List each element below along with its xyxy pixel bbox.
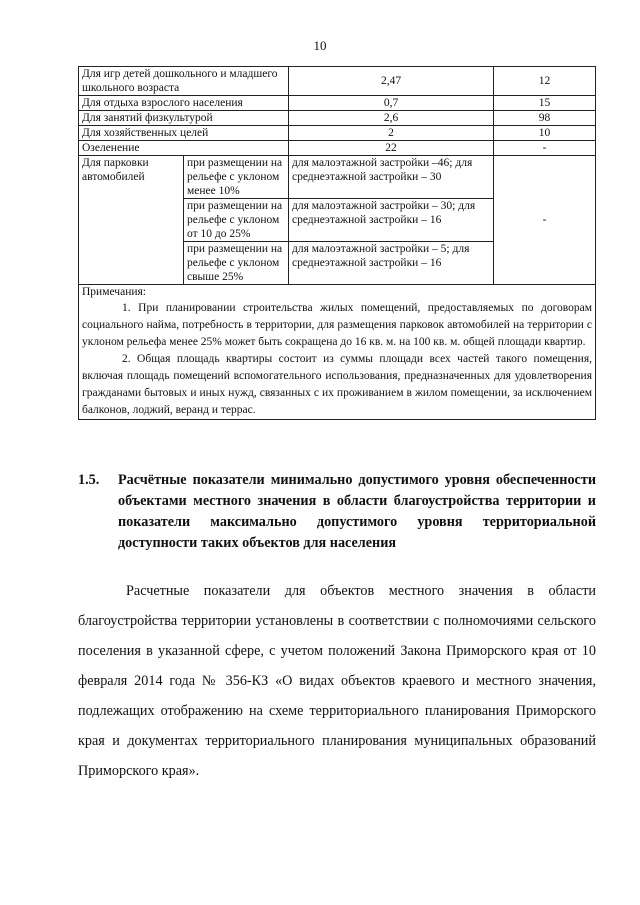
row-value: 22 xyxy=(289,141,494,156)
parking-label: Для парковки автомобилей xyxy=(79,156,184,285)
row-label: Для отдыха взрослого населения xyxy=(79,96,289,111)
notes-cell xyxy=(79,285,596,420)
row-label: Озеленение xyxy=(79,141,289,156)
row-value: 12 xyxy=(494,67,596,96)
row-value: 15 xyxy=(494,96,596,111)
parking-condition: при размещении на рельефе с уклоном от 10 до 25% xyxy=(184,199,289,242)
parking-condition: при размещении на рельефе с уклоном свыше 25% xyxy=(184,242,289,285)
table-row xyxy=(79,156,596,199)
row-label: Для занятий физкультурой xyxy=(79,111,289,126)
parking-condition: при размещении на рельефе с уклоном менее 10% xyxy=(184,156,289,199)
section-heading xyxy=(78,470,596,554)
row-value: 2,47 xyxy=(289,67,494,96)
parking-value-dash: - xyxy=(494,156,596,285)
row-value: 2,6 xyxy=(289,111,494,126)
row-value: - xyxy=(494,141,596,156)
row-value: 2 xyxy=(289,126,494,141)
row-label: Для хозяйственных целей xyxy=(79,126,289,141)
section-title: Расчётные показатели минимально допустимого уровня обеспеченности объектами местного значения в области благоустройства территории и показатели максимально допустимого уровня территориальной доступности таких объектов для населения xyxy=(118,472,596,551)
table-row xyxy=(79,67,596,96)
row-value: 0,7 xyxy=(289,96,494,111)
note-1: 1. При планировании строительства жилых помещений, предоставляемых по договорам социального найма, потребность в территории, для размещения парковок автомобилей на территории с уклоном рельефа менее 25% может быть сокращена до 16 кв. м. на 100 кв. м. общей площади квартир. xyxy=(82,302,592,348)
row-label: Для игр детей дошкольного и младшего школьного возраста xyxy=(79,67,289,96)
row-value: 10 xyxy=(494,126,596,141)
table-row xyxy=(79,141,596,156)
parking-value: для малоэтажной застройки – 5; для среднеэтажной застройки – 16 xyxy=(289,242,494,285)
section-number: 1.5. xyxy=(78,472,100,488)
notes-title: Примечания: xyxy=(82,286,146,298)
table-row xyxy=(79,111,596,126)
note-2: 2. Общая площадь квартиры состоит из суммы площади всех частей такого помещения, включая площадь помещений вспомогательного использования, предназначенных для удовлетворения гражданами бытовых и иных нужд, связанных с их проживанием в жилом помещении, за исключением балконов, лоджий, веранд и террас. xyxy=(82,353,592,416)
parking-value: для малоэтажной застройки –46; для среднеэтажной застройки – 30 xyxy=(289,156,494,199)
table-row xyxy=(79,126,596,141)
page-number: 10 xyxy=(313,38,327,53)
body-paragraph: Расчетные показатели для объектов местного значения в области благоустройства территории установлены в соответствии с полномочиями сельского поселения в указанной сфере, с учетом положений Закона Приморского края от 10 февраля 2014 года № 356-КЗ «О видах объектов краевого и местного значения, подлежащих отображению на схеме территориального планирования Приморского края и документах территориального планирования муниципальных образований Приморского края». xyxy=(78,583,596,779)
parking-value: для малоэтажной застройки – 30; для среднеэтажной застройки – 16 xyxy=(289,199,494,242)
table-row xyxy=(79,96,596,111)
norms-table xyxy=(78,66,596,420)
table-row xyxy=(79,285,596,420)
row-value: 98 xyxy=(494,111,596,126)
